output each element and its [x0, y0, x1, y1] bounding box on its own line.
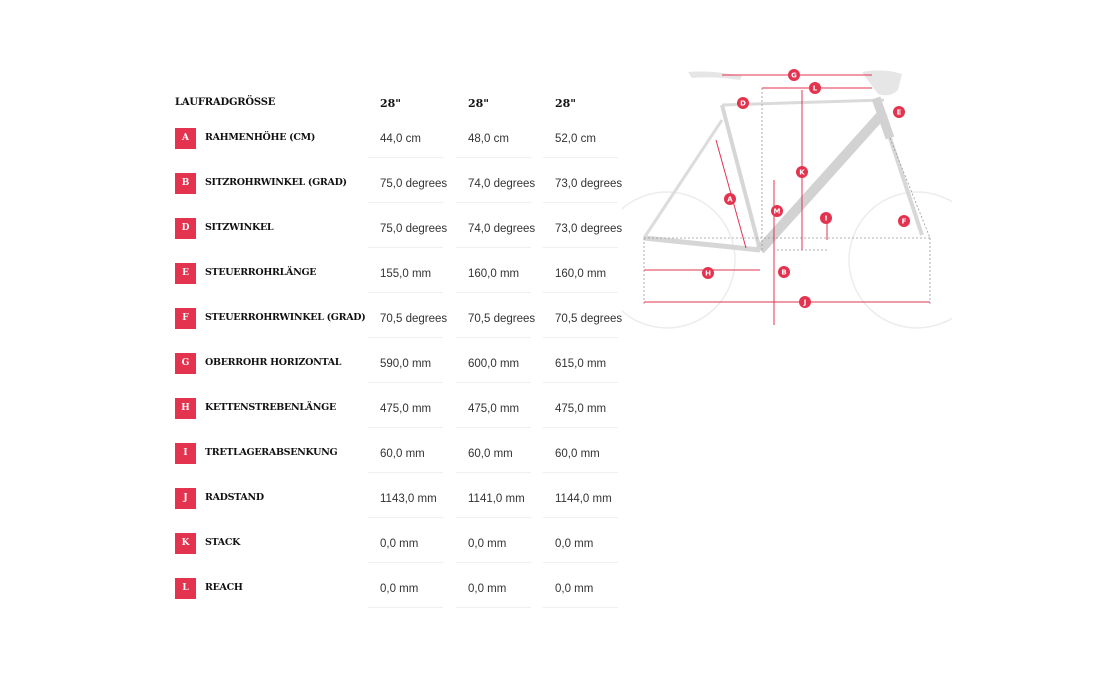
table-row	[175, 483, 635, 528]
row-separator	[456, 382, 531, 383]
row-separator	[543, 517, 618, 518]
svg-text:G: G	[791, 71, 797, 80]
marker-j	[799, 296, 811, 308]
row-separator	[368, 427, 443, 428]
svg-text:H: H	[705, 269, 711, 278]
value-size-3: 73,0 degrees	[555, 223, 623, 235]
table-row	[175, 123, 635, 168]
bike-geometry-diagram	[622, 60, 952, 335]
marker-i	[820, 212, 832, 224]
row-letter-badge: A	[175, 128, 196, 149]
row-separator	[543, 292, 618, 293]
row-letter-badge: G	[175, 353, 196, 374]
value-size-1: 475,0 mm	[380, 403, 432, 415]
table-row	[175, 168, 635, 213]
value-size-3: 60,0 mm	[555, 448, 600, 460]
size-column-2: 28"	[468, 97, 490, 110]
row-separator	[368, 517, 443, 518]
marker-a	[724, 193, 736, 205]
front-wheel	[849, 192, 952, 328]
row-separator	[456, 607, 531, 608]
table-row	[175, 348, 635, 393]
row-separator	[543, 202, 618, 203]
marker-l	[809, 82, 821, 94]
value-size-1: 75,0 degrees	[380, 178, 448, 190]
size-column-1: 28"	[380, 97, 402, 110]
value-size-1: 44,0 cm	[380, 133, 421, 145]
value-size-1: 155,0 mm	[380, 268, 432, 280]
svg-text:M: M	[773, 207, 781, 216]
value-size-2: 600,0 mm	[468, 358, 520, 370]
svg-text:J: J	[803, 298, 807, 307]
value-size-2: 1141,0 mm	[468, 493, 525, 505]
row-separator	[368, 157, 443, 158]
value-size-2: 160,0 mm	[468, 268, 520, 280]
row-separator	[543, 157, 618, 158]
marker-d	[737, 97, 749, 109]
table-row	[175, 258, 635, 303]
marker-b	[778, 266, 790, 278]
row-separator	[456, 247, 531, 248]
row-label: OBERROHR HORIZONTAL	[205, 357, 342, 368]
row-separator	[543, 382, 618, 383]
value-size-1: 70,5 degrees	[380, 313, 448, 325]
row-letter-badge: E	[175, 263, 196, 284]
value-size-2: 60,0 mm	[468, 448, 513, 460]
row-separator	[543, 427, 618, 428]
row-separator	[456, 517, 531, 518]
value-size-1: 1143,0 mm	[380, 493, 437, 505]
value-size-3: 52,0 cm	[555, 133, 596, 145]
row-letter-badge: I	[175, 443, 196, 464]
row-separator	[368, 607, 443, 608]
row-separator	[543, 247, 618, 248]
value-size-3: 475,0 mm	[555, 403, 607, 415]
row-separator	[456, 157, 531, 158]
value-size-1: 0,0 mm	[380, 538, 419, 550]
row-label: RADSTAND	[205, 492, 264, 503]
row-separator	[543, 562, 618, 563]
svg-text:I: I	[824, 214, 828, 223]
row-separator	[543, 607, 618, 608]
row-letter-badge: L	[175, 578, 196, 599]
svg-text:K: K	[799, 168, 805, 177]
value-size-2: 0,0 mm	[468, 583, 507, 595]
marker-h	[702, 267, 714, 279]
row-letter-badge: B	[175, 173, 196, 194]
row-letter-badge: H	[175, 398, 196, 419]
saddle-shape	[688, 72, 742, 81]
value-size-3: 70,5 degrees	[555, 313, 623, 325]
row-separator	[456, 337, 531, 338]
row-separator	[368, 202, 443, 203]
row-separator	[543, 472, 618, 473]
svg-text:B: B	[781, 268, 787, 277]
size-column-3: 28"	[555, 97, 577, 110]
table-row	[175, 573, 635, 618]
row-separator	[456, 202, 531, 203]
row-letter-badge: K	[175, 533, 196, 554]
row-label: SITZWINKEL	[205, 222, 274, 233]
row-label: RAHMENHÖHE (CM)	[205, 132, 316, 143]
value-size-1: 60,0 mm	[380, 448, 425, 460]
row-letter-badge: J	[175, 488, 196, 509]
svg-text:L: L	[812, 84, 818, 93]
value-size-3: 160,0 mm	[555, 268, 607, 280]
row-separator	[368, 337, 443, 338]
row-label: SITZROHRWINKEL (GRAD)	[205, 177, 347, 188]
value-size-3: 0,0 mm	[555, 538, 594, 550]
handlebar-shape	[862, 70, 902, 95]
row-letter-badge: D	[175, 218, 196, 239]
value-size-2: 475,0 mm	[468, 403, 520, 415]
row-label: STACK	[205, 537, 241, 548]
svg-text:F: F	[901, 217, 907, 226]
value-size-3: 73,0 degrees	[555, 178, 623, 190]
row-separator	[456, 292, 531, 293]
row-separator	[456, 427, 531, 428]
row-separator	[456, 472, 531, 473]
row-separator	[368, 292, 443, 293]
down-tube	[760, 112, 884, 250]
marker-k	[796, 166, 808, 178]
table-row	[175, 213, 635, 258]
measurement-lines	[644, 75, 930, 325]
row-separator	[368, 382, 443, 383]
value-size-2: 0,0 mm	[468, 538, 507, 550]
svg-text:A: A	[727, 195, 733, 204]
row-separator	[543, 337, 618, 338]
value-size-1: 0,0 mm	[380, 583, 419, 595]
table-row	[175, 393, 635, 438]
row-label: STEUERROHRWINKEL (GRAD)	[205, 312, 366, 323]
row-label: TRETLAGERABSENKUNG	[205, 447, 338, 458]
value-size-3: 1144,0 mm	[555, 493, 612, 505]
svg-text:E: E	[896, 108, 902, 117]
value-size-2: 74,0 degrees	[468, 223, 536, 235]
row-letter-badge: F	[175, 308, 196, 329]
row-label: REACH	[205, 582, 243, 593]
svg-text:D: D	[740, 99, 746, 108]
table-row	[175, 438, 635, 483]
table-row	[175, 303, 635, 348]
value-size-1: 75,0 degrees	[380, 223, 448, 235]
wheel-size-label: LAUFRADGRÖSSE	[175, 97, 276, 108]
value-size-3: 0,0 mm	[555, 583, 594, 595]
table-header	[175, 85, 635, 123]
marker-f	[898, 215, 910, 227]
marker-g	[788, 69, 800, 81]
row-separator	[368, 562, 443, 563]
rear-wheel	[622, 192, 735, 328]
value-size-1: 590,0 mm	[380, 358, 432, 370]
row-separator	[456, 562, 531, 563]
value-size-3: 615,0 mm	[555, 358, 607, 370]
row-label: KETTENSTREBENLÄNGE	[205, 402, 336, 413]
value-size-2: 74,0 degrees	[468, 178, 536, 190]
marker-e	[893, 106, 905, 118]
row-separator	[368, 472, 443, 473]
row-label: STEUERROHRLÄNGE	[205, 267, 317, 278]
marker-m	[771, 205, 783, 217]
value-size-2: 70,5 degrees	[468, 313, 536, 325]
chain-stay	[644, 238, 760, 250]
table-row	[175, 528, 635, 573]
geometry-table	[175, 85, 635, 618]
row-separator	[368, 247, 443, 248]
value-size-2: 48,0 cm	[468, 133, 509, 145]
seat-stay	[644, 120, 722, 238]
